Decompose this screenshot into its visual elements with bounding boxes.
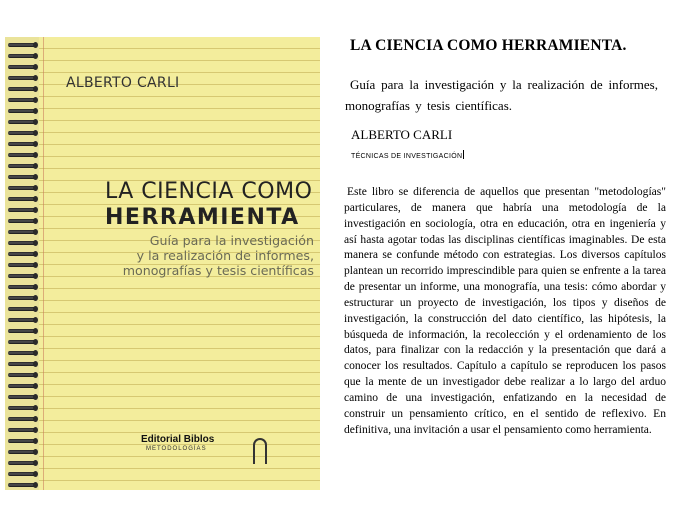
cover-subtitle-line: y la realización de informes, [136,248,314,263]
spiral-coil [8,219,36,223]
cover-publisher-logo: Editorial Biblos [141,434,215,445]
spiral-coil [8,98,36,102]
spiral-coil [8,439,36,443]
book-series [351,150,464,160]
book-cover-image [5,37,320,490]
spiral-coil [8,186,36,190]
spiral-coil [8,417,36,421]
book-subtitle: Guía para la investigación y la realización de informes, monografías y tesis científicas. [345,77,658,113]
spiral-coil [8,175,36,179]
cover-title-line: HERRAMIENTA [105,205,300,230]
spiral-coil [8,43,36,47]
cover-title [105,179,320,231]
spiral-coil [8,384,36,388]
spiral-coil [8,76,36,80]
spiral-coil [8,395,36,399]
spiral-coil [8,483,36,487]
spiral-coil [8,450,36,454]
cover-author: ALBERTO CARLI [66,75,180,91]
spiral-coil [8,65,36,69]
spiral-coil [8,252,36,256]
spiral-coil [8,340,36,344]
spiral-coil [8,109,36,113]
book-title: LA CIENCIA COMO HERRAMIENTA. [350,37,627,54]
book-author: ALBERTO CARLI [351,127,453,142]
spiral-coil [8,472,36,476]
spiral-coil [8,142,36,146]
spiral-coil [8,208,36,212]
book-series-label: TÉCNICAS DE INVESTIGACIÓN [351,153,463,160]
cover-subtitle [69,233,314,278]
spiral-coil [8,351,36,355]
cover-title-line: LA CIENCIA COMO [105,179,313,204]
book-description: Este libro se diferencia de aquellos que presentan "metodologías" particulares, de manera que habría una metodología de la investigación en sociología, otra en educación, otra en ingeniería y así hasta agotar todas las disciplinas científicas imaginables. De esta manera se confunde método con estrategias. Los diversos capítulos plantean un recorrido imprescindible para quien se enfrente a la tarea de presentar un informe, una monografía, una tesis: cómo abordar y estructurar un proyecto de investigación, los tipos y diseños de investigación, la construcción del dato científico, las hipótesis, la búsqueda de información, la recolección y el ordenamiento de los datos, para finalizar con la redacción y la presentación que dará a conocer los resultados. Capítulo a capítulo se reproducen los pasos que la mente de un investigador debe realizar a lo largo del arduo camino de una investigación, enfatizando en la necesidad de construir un pensamiento crítico, en el sentido de reflexivo. En definitiva, una invitación a usar el pensamiento como herramienta. [344,186,666,436]
spiral-coil [8,318,36,322]
cover-subtitle-line: monografías y tesis científicas [122,263,314,278]
spiral-coil [8,87,36,91]
spiral-coil [8,274,36,278]
spiral-coil [8,54,36,58]
spiral-coil [8,362,36,366]
spiral-coil [8,307,36,311]
spiral-binding [5,37,39,490]
spiral-coil [8,197,36,201]
spiral-coil [8,120,36,124]
spiral-coil [8,461,36,465]
spiral-coil [8,153,36,157]
spiral-coil [8,428,36,432]
spiral-coil [8,296,36,300]
spiral-coil [8,230,36,234]
cover-series: METODOLOGÍAS [146,446,207,452]
spiral-coil [8,164,36,168]
spiral-coil [8,263,36,267]
spiral-coil [8,131,36,135]
spiral-coil [8,285,36,289]
spiral-coil [8,373,36,377]
cover-subtitle-line: Guía para la investigación [149,233,314,248]
notebook-margin-line [43,37,44,490]
publisher-arch-icon [253,438,267,464]
spiral-coil [8,241,36,245]
spiral-coil [8,329,36,333]
spiral-coil [8,406,36,410]
text-cursor [463,150,464,159]
